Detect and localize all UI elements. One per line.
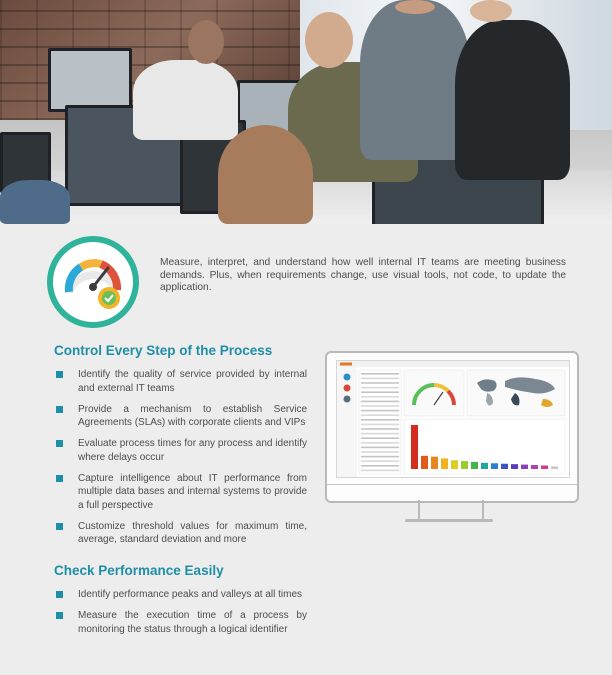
table-row	[361, 387, 399, 389]
person	[0, 180, 70, 224]
table-row	[361, 451, 399, 453]
dashboard-bar	[461, 461, 468, 469]
square-bullet-icon	[56, 475, 63, 482]
list-item: Capture intelligence about IT performance from multiple data bases and internal systems to provide a full perspective	[54, 472, 307, 513]
monitor-illustration	[325, 351, 579, 503]
square-bullet-icon	[56, 440, 63, 447]
table-row	[361, 410, 399, 412]
performance-badge	[47, 236, 139, 328]
dashboard-bar	[481, 463, 488, 469]
list-item: Identify the quality of service provided by internal and external IT teams	[54, 368, 307, 395]
dashboard-bar	[441, 458, 448, 469]
person-head	[470, 0, 512, 22]
table-row	[361, 405, 399, 407]
dashboard-bar	[551, 466, 558, 469]
square-bullet-icon	[56, 591, 63, 598]
person	[360, 0, 470, 160]
square-bullet-icon	[56, 371, 63, 378]
speedometer-gauge-icon	[53, 242, 133, 322]
person	[133, 60, 238, 140]
person-head	[395, 0, 435, 14]
intro-paragraph: Measure, interpret, and understand how well internal IT teams are meeting business demands. Plus, when requirements change, use visual tools, not code, to update the application.	[160, 257, 566, 293]
table-row	[361, 382, 399, 384]
table-row	[361, 437, 399, 439]
table-row	[361, 419, 399, 421]
square-bullet-icon	[56, 523, 63, 530]
dashboard-bar	[511, 464, 518, 469]
square-bullet-icon	[56, 612, 63, 619]
monitor	[48, 48, 132, 112]
table-row	[361, 470, 399, 472]
list-item: Evaluate process times for any process and identify where delays occur	[54, 437, 307, 464]
table-row	[361, 414, 399, 416]
table-row	[361, 396, 399, 398]
monitor-base	[405, 519, 493, 522]
section-heading-performance: Check Performance Easily	[54, 563, 224, 578]
dashboard-bar	[431, 457, 438, 469]
nav-icon	[344, 385, 351, 392]
dashboard-bar	[421, 456, 428, 469]
list-item: Measure the execution time of a process by monitoring the status through a logical identifier	[54, 609, 307, 636]
table-row	[361, 456, 399, 458]
dashboard-bar	[531, 465, 538, 469]
dashboard-bar	[471, 462, 478, 469]
table-row	[361, 447, 399, 449]
table-row	[361, 428, 399, 430]
nav-icon	[344, 374, 351, 381]
person-head	[188, 20, 224, 64]
dashboard-bar	[491, 463, 498, 469]
table-row	[361, 442, 399, 444]
table-row	[361, 433, 399, 435]
table-row	[361, 391, 399, 393]
dashboard-bar	[541, 465, 548, 469]
dashboard-bar	[451, 460, 458, 469]
table-row	[361, 460, 399, 462]
dashboard-bar	[411, 425, 418, 469]
table-row	[361, 378, 399, 380]
table-row	[361, 465, 399, 467]
hero-photo	[0, 0, 612, 224]
person	[455, 20, 570, 180]
control-feature-list	[54, 368, 307, 554]
dashboard-screenshot	[336, 360, 570, 478]
list-item: Provide a mechanism to establish Service Agreements (SLAs) with corporate clients and VIPs	[54, 403, 307, 430]
person-head	[305, 12, 353, 68]
dashboard-bar	[501, 464, 508, 469]
table-row	[361, 401, 399, 403]
list-item: Customize threshold values for maximum time, average, standard deviation and more	[54, 520, 307, 547]
dashboard-bar	[521, 465, 528, 469]
performance-feature-list	[54, 588, 307, 644]
monitor-stand	[418, 500, 484, 520]
person	[218, 125, 313, 224]
nav-icon	[344, 396, 351, 403]
table-row	[361, 424, 399, 426]
list-item: Identify performance peaks and valleys at all times	[54, 588, 307, 602]
square-bullet-icon	[56, 406, 63, 413]
section-heading-control: Control Every Step of the Process	[54, 343, 273, 358]
dashboard-graphic	[337, 361, 569, 477]
table-row	[361, 373, 399, 375]
